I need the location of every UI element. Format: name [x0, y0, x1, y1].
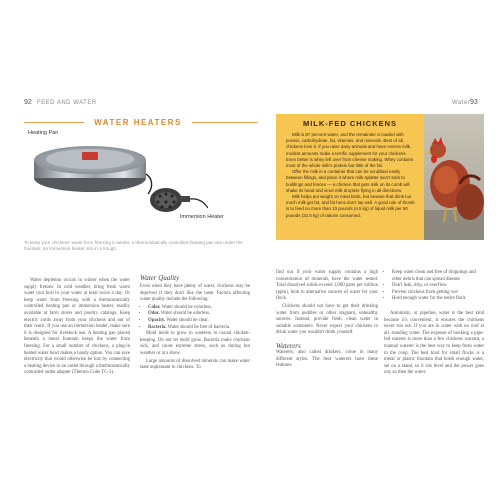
- water-heaters-title: WATER HEATERS: [94, 118, 182, 127]
- water-quality-para2: Mold tends to grow in waterers in casual chicken-keeping. Do not let mold grow. Bacteria make chickens sick, and cause extreme stress, such as during hot weather or at a show.: [140, 331, 250, 356]
- list-item: [148, 305, 250, 312]
- section-rule-right: [192, 122, 258, 123]
- right-col1-para1: find out if your water supply contains a high concentration of minerals, have the water tested. Total dissolved solids exceed 1,000 parts per million (ppm), look to alternative sources of water for your flock.: [276, 270, 378, 302]
- list-item: • Keep water clean and free of droppings and other debris that can spread disease: [392, 270, 484, 283]
- left-running-head: FEED AND WATER: [37, 100, 97, 106]
- bullet-text: Water should be clear.: [165, 317, 209, 323]
- water-heaters-caption: To keep your chickens' water from freezing in winter, a thermostatically controlled heating pan sits under the fountain; an immersion heater sits in a trough.: [24, 240, 243, 251]
- milk-fed-chickens-box: [276, 114, 424, 240]
- chickens-photo: [424, 114, 484, 240]
- milk-box-text: [276, 128, 424, 219]
- milk-box-para2: Offer the milk in a container that can be scrubbed easily between fillings, and place it where milk splatter won't stick to buildings and fences — a chicken that gets milk on its comb will shake its head and send milk droplets flying in all directions.: [286, 169, 410, 193]
- bullet-term: Bacteria.: [148, 324, 167, 330]
- waterers-body: [276, 350, 378, 370]
- waterer-features-list: [384, 270, 484, 303]
- bullet-text: Water should be colorless.: [160, 304, 213, 310]
- water-quality-heading: Water Quality: [140, 274, 180, 282]
- immersion-heater-illustration: [148, 178, 208, 218]
- right-page-number: 93: [470, 99, 478, 106]
- water-quality-intro: Even when they have plenty of water, chickens may be deprived if they don't like the taste. Factors affecting water quality include the following:: [140, 284, 250, 303]
- water-quality-body: [140, 284, 250, 372]
- waterers-heading: Waterers: [276, 341, 301, 350]
- bullet-term: Opacity.: [148, 317, 166, 323]
- list-item: [148, 325, 250, 332]
- right-col1-para2: Chickens should not have to get their drinking water from puddles or other stagnant, unhealthy sources. Instead, provide fresh, clean water in suitable containers. Never expect your chickens to drink water you wouldn't drink yourself.: [276, 303, 378, 336]
- milk-box-para1: Milk is 87 percent water, and the remainder is loaded with protein, carbohydrate, fat, vitamins, and minerals. Best of all, chickens love it. If you raise dairy animals and have excess milk, modest amounts make a terrific supplement for your chickens. Even better is whey left over from cheese making. Whey contains most of the whole milk's protein but little of the fat.: [286, 132, 414, 169]
- left-column-text: [24, 278, 130, 378]
- list-item: • Don't leak, drip, or overflow: [392, 283, 484, 290]
- immersion-heater-label: Immersion Heater: [180, 214, 224, 220]
- right-col2-body: [384, 311, 484, 377]
- list-item: • Hold enough water for the entire flock: [392, 296, 484, 303]
- water-quality-section: [140, 274, 250, 373]
- milk-box-para3: Milk helps put weight on meat birds, but beware that drink too much milk get fat, and fat hens don't lay well. A good rule of thumb is to feed no more than 10 pounds (4.5 kg) of liquid milk per 50 pounds (22.5 kg) of rations consumed.: [286, 194, 415, 218]
- water-quality-list: [140, 305, 250, 331]
- right-running-head: Water: [452, 100, 471, 106]
- list-item: [148, 311, 250, 318]
- right-column-2: [384, 270, 484, 378]
- right-column-1: [276, 270, 378, 371]
- right-col2-para1: Automatic, or pipeline, water is the best kind because it's convenient, it ensures the chickens never run out. If you are in water with no roof at all, standing water. The expense of hooking a pipe-fed waterer is more than a few chickens warrant, a manual waterer is the best way to keep fresh water in the coop. The best kind for small flocks is a metal or plastic fountain that holds enough water, set on a stand, so it sits level and the power goes out, so then the water.: [384, 310, 484, 376]
- bullet-text: Water should be free of bacteria.: [166, 324, 231, 330]
- list-item: [148, 318, 250, 325]
- water-quality-para3: Large amounts of dissolved minerals can make water taste unpleasant to chickens. To: [140, 358, 250, 371]
- left-page-number: 92: [24, 99, 32, 106]
- heating-pan-illustration: [28, 138, 158, 198]
- bullet-text: Water should be odorless.: [159, 311, 211, 317]
- milk-box-title: MILK-FED CHICKENS: [302, 119, 398, 128]
- heating-pan-label: Heating Pan: [28, 130, 59, 136]
- bullet-term: Color.: [148, 304, 161, 310]
- section-rule-left: [24, 122, 84, 123]
- left-column-paragraph: Water depletion occurs in winter when the water supply freezes. In cold weather, bring fresh warm water (not hot) to your water at least twice a day. Or keep water from freezing with a thermostatically controlled heating pan or immersion heater, readily available at farm stores and poultry catalogs. Keep electric cords away from your chickens and out of their reach. If you use an immersion heater, make sure it is designed for livestock use. A heating pan placed beneath a metal fountain keeps the water from freezing. For a small number of chickens, a plug-in heated water bowl makes a handy option. You can save electricity that would otherwise be lost by connecting a heating device to an outlet through a thermostatically controlled outlet adapter (Thermo Cube TC-3).: [24, 278, 130, 376]
- bullet-term: Odor.: [148, 311, 160, 317]
- list-item: • Prevent chickens from getting wet: [392, 290, 484, 297]
- waterers-text: Waterers, also called drinkers, come in many different styles. The best waterers have these features:: [276, 349, 378, 369]
- right-col1-body: [276, 270, 378, 337]
